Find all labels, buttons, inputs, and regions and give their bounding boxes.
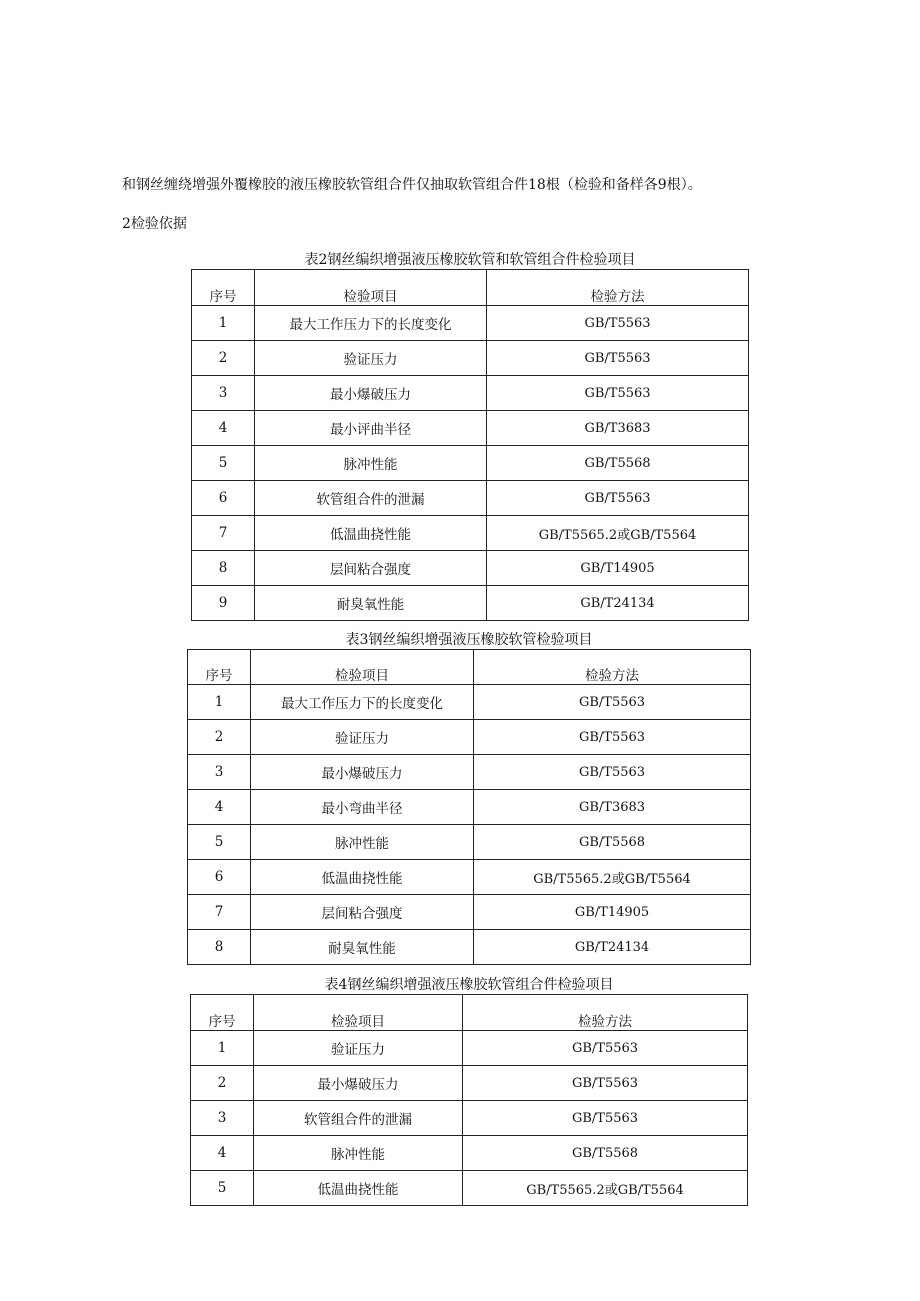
row-item: 最小爆破压力 — [254, 1066, 463, 1101]
row-no: 7 — [192, 516, 255, 551]
table-row — [188, 790, 751, 825]
row-method: GB/T3683 — [474, 790, 751, 825]
table-row — [188, 755, 751, 790]
table-3-caption: 表3钢丝编织增强液压橡胶软管检验项目 — [345, 632, 593, 648]
row-method: GB/T5563 — [487, 306, 749, 341]
row-method: GB/T14905 — [487, 551, 749, 586]
table-row — [192, 516, 749, 551]
table-row — [192, 306, 749, 341]
row-item: 最小爆破压力 — [255, 376, 487, 411]
table-2-caption: 表2钢丝编织增强液压橡胶软管和软管组合件检验项目 — [304, 252, 636, 268]
row-item: 层间粘合强度 — [251, 895, 474, 930]
table-row — [191, 1101, 748, 1136]
row-no: 5 — [192, 446, 255, 481]
table-header-row — [192, 270, 749, 306]
table-row — [192, 341, 749, 376]
table-row — [188, 860, 751, 895]
row-no: 3 — [191, 1101, 254, 1136]
table-row — [188, 720, 751, 755]
header-item: 检验项目 — [254, 995, 463, 1031]
row-no: 2 — [188, 720, 251, 755]
table-row — [188, 685, 751, 720]
header-no: 序号 — [188, 650, 251, 685]
table-row — [191, 1136, 748, 1171]
row-item: 脉冲性能 — [251, 825, 474, 860]
table-row — [192, 481, 749, 516]
intro-sentence: 和钢丝缠绕增强外覆橡胶的液压橡胶软管组合件仅抽取软管组合件18根（检验和备样各9根）。 — [122, 177, 702, 193]
row-no: 9 — [192, 586, 255, 621]
row-no: 2 — [191, 1066, 254, 1101]
table-row — [191, 1066, 748, 1101]
row-no: 7 — [188, 895, 251, 930]
row-method: GB/T24134 — [487, 586, 749, 621]
row-method: GB/T5563 — [487, 341, 749, 376]
row-no: 3 — [192, 376, 255, 411]
row-no: 5 — [188, 825, 251, 860]
table-3 — [187, 649, 751, 965]
row-item: 脉冲性能 — [255, 446, 487, 481]
row-method: GB/T3683 — [487, 411, 749, 446]
header-item: 检验项目 — [251, 650, 474, 685]
row-no: 5 — [191, 1171, 254, 1206]
row-item: 最大工作压力下的长度变化 — [251, 685, 474, 720]
row-method: GB/T5565.2或GB/T5564 — [474, 860, 751, 895]
row-item: 验证压力 — [254, 1031, 463, 1066]
row-item: 最小弯曲半径 — [251, 790, 474, 825]
header-method: 检验方法 — [463, 995, 748, 1031]
row-method: GB/T5563 — [463, 1101, 748, 1136]
row-item: 低温曲挠性能 — [255, 516, 487, 551]
row-method: GB/T5565.2或GB/T5564 — [463, 1171, 748, 1206]
table-row — [188, 825, 751, 860]
row-no: 1 — [192, 306, 255, 341]
section-heading: 2检验依据 — [122, 216, 187, 232]
row-method: GB/T5568 — [463, 1136, 748, 1171]
row-no: 2 — [192, 341, 255, 376]
row-method: GB/T5568 — [474, 825, 751, 860]
table-2 — [191, 269, 749, 621]
row-no: 3 — [188, 755, 251, 790]
row-item: 验证压力 — [255, 341, 487, 376]
row-item: 最小评曲半径 — [255, 411, 487, 446]
row-no: 8 — [188, 930, 251, 965]
row-item: 低温曲挠性能 — [254, 1171, 463, 1206]
table-row — [192, 586, 749, 621]
table-row — [191, 1031, 748, 1066]
table-row — [188, 930, 751, 965]
row-no: 1 — [188, 685, 251, 720]
row-method: GB/T5568 — [487, 446, 749, 481]
row-item: 软管组合件的泄漏 — [254, 1101, 463, 1136]
row-no: 6 — [188, 860, 251, 895]
row-no: 8 — [192, 551, 255, 586]
table-4-caption: 表4钢丝编织增强液压橡胶软管组合件检验项目 — [324, 977, 614, 993]
header-no: 序号 — [192, 270, 255, 306]
row-method: GB/T14905 — [474, 895, 751, 930]
row-item: 最大工作压力下的长度变化 — [255, 306, 487, 341]
table-row — [192, 551, 749, 586]
row-item: 低温曲挠性能 — [251, 860, 474, 895]
row-no: 4 — [191, 1136, 254, 1171]
row-item: 脉冲性能 — [254, 1136, 463, 1171]
row-item: 软管组合件的泄漏 — [255, 481, 487, 516]
row-method: GB/T5563 — [463, 1031, 748, 1066]
row-method: GB/T5563 — [474, 755, 751, 790]
row-no: 4 — [188, 790, 251, 825]
row-no: 6 — [192, 481, 255, 516]
row-method: GB/T5563 — [474, 685, 751, 720]
row-method: GB/T5563 — [487, 481, 749, 516]
row-item: 验证压力 — [251, 720, 474, 755]
table-header-row — [188, 650, 751, 685]
header-no: 序号 — [191, 995, 254, 1031]
row-item: 耐臭氧性能 — [251, 930, 474, 965]
row-no: 4 — [192, 411, 255, 446]
header-method: 检验方法 — [487, 270, 749, 306]
row-method: GB/T5563 — [463, 1066, 748, 1101]
table-row — [192, 446, 749, 481]
row-method: GB/T5565.2或GB/T5564 — [487, 516, 749, 551]
table-row — [191, 1171, 748, 1206]
table-header-row — [191, 995, 748, 1031]
table-row — [192, 411, 749, 446]
row-method: GB/T5563 — [474, 720, 751, 755]
table-4 — [190, 994, 748, 1206]
row-item: 最小爆破压力 — [251, 755, 474, 790]
row-item: 层间粘合强度 — [255, 551, 487, 586]
row-method: GB/T5563 — [487, 376, 749, 411]
header-method: 检验方法 — [474, 650, 751, 685]
table-row — [188, 895, 751, 930]
row-method: GB/T24134 — [474, 930, 751, 965]
row-item: 耐臭氧性能 — [255, 586, 487, 621]
table-row — [192, 376, 749, 411]
row-no: 1 — [191, 1031, 254, 1066]
header-item: 检验项目 — [255, 270, 487, 306]
